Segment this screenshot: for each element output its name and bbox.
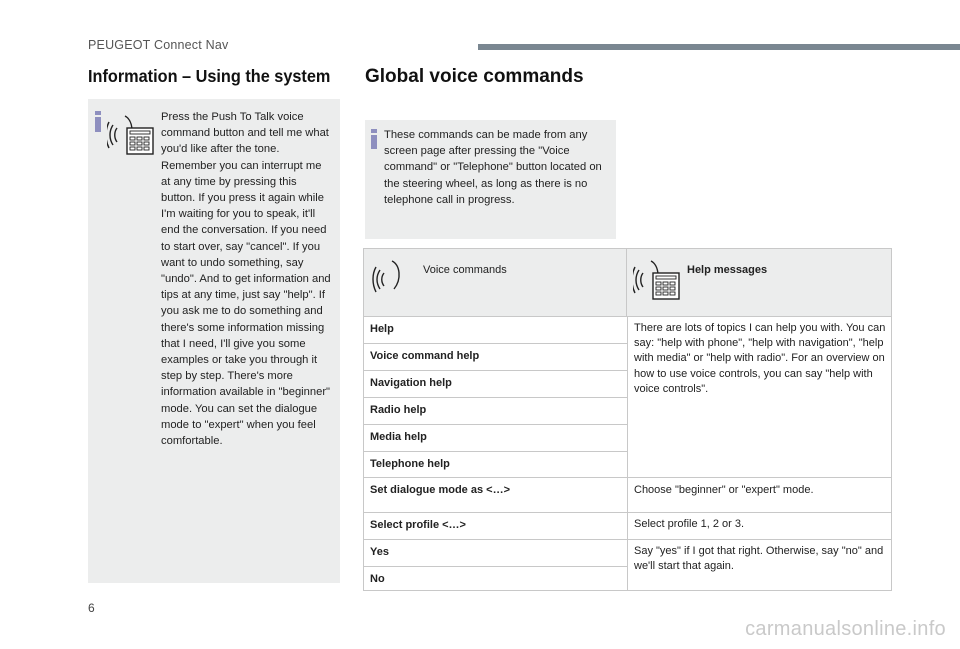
- command-help: Help: [370, 323, 394, 335]
- command-no: No: [370, 573, 385, 585]
- message-yes-no: Say "yes" if I got that right. Otherwise, say "no" and we'll start that again.: [634, 545, 884, 573]
- message-help-topics: There are lots of topics I can help you with. You can say: "help with phone", "help with navigation", "help with media" or "help with radio". For an overview on how to use voice controls, you can say "help with voice controls".: [634, 322, 886, 395]
- table-header-help-messages: [627, 249, 891, 316]
- header-voice-commands-label: Voice commands: [423, 264, 507, 276]
- message-dialogue-mode: Choose "beginner" or "expert" mode.: [634, 484, 814, 496]
- command-select-profile: Select profile <…>: [370, 519, 466, 531]
- command-radio-help: Radio help: [370, 404, 427, 416]
- table-header-voice-commands: [364, 249, 627, 316]
- telephone-voice-icon: [633, 259, 681, 303]
- table-row: [364, 343, 627, 370]
- header-bar: [478, 44, 960, 50]
- message-select-profile: Select profile 1, 2 or 3.: [634, 518, 745, 530]
- voice-command-icon: [372, 259, 412, 293]
- command-telephone-help: Telephone help: [370, 458, 450, 470]
- section-title-global-voice-commands: Global voice commands: [365, 66, 584, 87]
- command-voice-command-help: Voice command help: [370, 350, 480, 362]
- header-help-messages-label: Help messages: [687, 264, 768, 276]
- table-row: [364, 370, 627, 397]
- command-media-help: Media help: [370, 431, 427, 443]
- table-row: [364, 451, 627, 477]
- global-commands-text: These commands can be made from any screen page after pressing the "Voice command" or "Telephone" button located on the steering wheel, as long as there is no telephone call in progress.: [384, 129, 602, 206]
- table-row: [364, 397, 627, 424]
- voice-commands-table: [363, 248, 892, 591]
- table-row: [364, 424, 627, 451]
- watermark: carmanualsonline.info: [745, 618, 946, 640]
- table-row: [364, 566, 627, 590]
- push-to-talk-telephone-icon: [107, 114, 155, 158]
- column-divider: [627, 316, 628, 590]
- page-number: 6: [88, 601, 95, 615]
- command-set-dialogue-mode: Set dialogue mode as <…>: [370, 484, 510, 496]
- command-yes: Yes: [370, 546, 389, 558]
- info-icon: [95, 111, 101, 132]
- section-title-information: Information – Using the system: [88, 66, 331, 86]
- running-header: PEUGEOT Connect Nav: [88, 38, 229, 52]
- info-icon: [371, 129, 377, 149]
- command-navigation-help: Navigation help: [370, 377, 452, 389]
- using-system-text: Press the Push To Talk voice command button and tell me what you'd like after the tone. Remember you can interrupt me at any time by pressing this button. If you press it again while I'm waiting for you to speak, it'll end the conversation. If you need to start over, say "cancel". If you want to undo something, say "undo". And to get information and tips at any time, just say "help". If you ask me to do something and there's some information missing that I need, I'll give you some examples or take you through it step by step. There's more information available in "beginner" mode. You can set the dialogue mode to "expert" when you feel comfortable.: [161, 111, 331, 448]
